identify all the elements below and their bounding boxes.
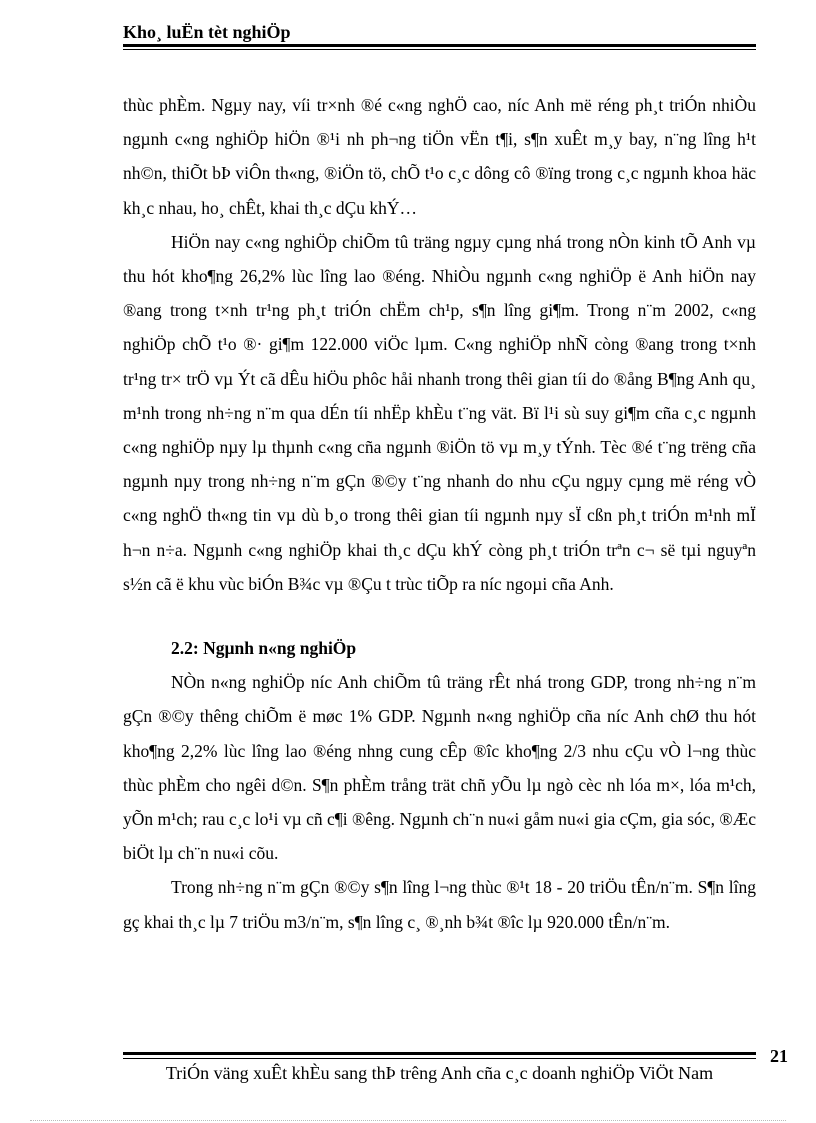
section-heading: 2.2: Ngµnh n«ng nghiÖp: [171, 638, 357, 659]
paragraph-4: Trong nh÷ng n¨m gÇn ®©y s¶n lîng l¬ng thùc ®¹t 18 - 20 triÖu tÊn/n¨m. S¶n lîng gç khai th¸c lµ 7 triÖu m3/n¨m, s¶n lîng c¸ ®¸nh b¾t ®îc lµ 920.000 tÊn/n¨m.: [123, 877, 756, 932]
document-body: [123, 88, 756, 939]
paragraph-1: thùc phÈm. Ngµy nay, víi tr×nh ®é c«ng nghÖ cao, níc Anh më réng ph¸t triÓn nhiÒu ngµnh c«ng nghiÖp hiÖn ®¹i nh ph¬ng tiÖn vËn t¶i, s¶n xuÊt m¸y bay, n¨ng lîng h¹t nh©n, thiÕt bÞ viÔn th«ng, ®iÖn tö, chÕ t¹o c¸c dông cô ®ïng trong c¸c ngµnh khoa häc kh¸c nhau, ho¸ chÊt, khai th¸c dÇu khÝ…: [123, 95, 756, 218]
paragraph-3: NÒn n«ng nghiÖp níc Anh chiÕm tû träng rÊt nhá trong GDP, trong nh÷ng n¨m gÇn ®©y thêng chiÕm ë møc 1% GDP. Ngµnh n«ng nghiÖp cña níc Anh chØ thu hót kho¶ng 2,2% lùc lîng lao ®éng nhng cung cÊp ®îc kho¶ng 2/3 nhu cÇu vÒ l¬ng thùc thùc phÈm cho ngêi d©n. S¶n phÈm trång trät chñ yÕu lµ ngò cèc nh lóa m×, lóa m¹ch, yÕn m¹ch; rau c¸c lo¹i vµ cñ c¶i ®êng. Ngµnh ch¨n nu«i gåm nu«i gia cÇm, gia sóc, ®Æc biÖt lµ ch¨n nu«i cõu.: [123, 672, 756, 864]
header-rule-thin: [123, 49, 756, 50]
header-title: Kho¸ luËn tèt nghiÖp: [123, 22, 291, 42]
header-rule-thick: [123, 44, 756, 47]
footer-rule-thick: [123, 1052, 756, 1055]
page-number: 21: [770, 1046, 788, 1066]
footer-rule-thin: [123, 1058, 756, 1059]
footer-text: TriÓn väng xuÊt khÈu sang thÞ trêng Anh cña c¸c doanh nghiÖp ViÖt Nam: [165, 1063, 714, 1083]
page-edge-divider: [30, 1120, 786, 1121]
paragraph-2: HiÖn nay c«ng nghiÖp chiÕm tû träng ngµy cµng nhá trong nÒn kinh tÕ Anh vµ thu hót kho¶ng 26,2% lùc lîng lao ®éng. NhiÒu ngµnh c«ng nghiÖp ë Anh hiÖn nay ®ang trong t×nh tr¹ng ph¸t triÓn chËm ch¹p, s¶n lîng gi¶m. Trong n¨m 2002, c«ng nghiÖp chÕ t¹o ®· gi¶m 122.000 viÖc lµm. C«ng nghiÖp nhÑ còng ®ang trong t×nh tr¹ng tr× trÖ vµ Ýt cã dÊu hiÖu phôc håi nhanh trong thêi gian tíi do ®ång B¶ng Anh qu¸ m¹nh trong nh÷ng n¨m qua dÉn tíi nhËp khÈu t¨ng vät. Bï l¹i sù suy gi¶m cña c¸c ngµnh c«ng nghiÖp nµy lµ thµnh c«ng cña ngµnh ®iÖn tö vµ m¸y tÝnh. Tèc ®é t¨ng trëng cña ngµnh nµy trong nh÷ng n¨m gÇn ®©y t¨ng nhanh do nhu cÇu ngµy cµng më réng vÒ c«ng nghÖ th«ng tin vµ dù b¸o trong thêi gian tíi ngµnh nµy sÏ cßn ph¸t triÓn m¹nh mÏ h¬n n÷a. Ngµnh c«ng nghiÖp khai th¸c dÇu khÝ còng ph¸t triÓn trªn c¬ së tµi nguyªn s½n cã ë khu vùc biÓn B¾c vµ ®Çu t trùc tiÕp ra níc ngoµi cña Anh.: [123, 231, 756, 594]
